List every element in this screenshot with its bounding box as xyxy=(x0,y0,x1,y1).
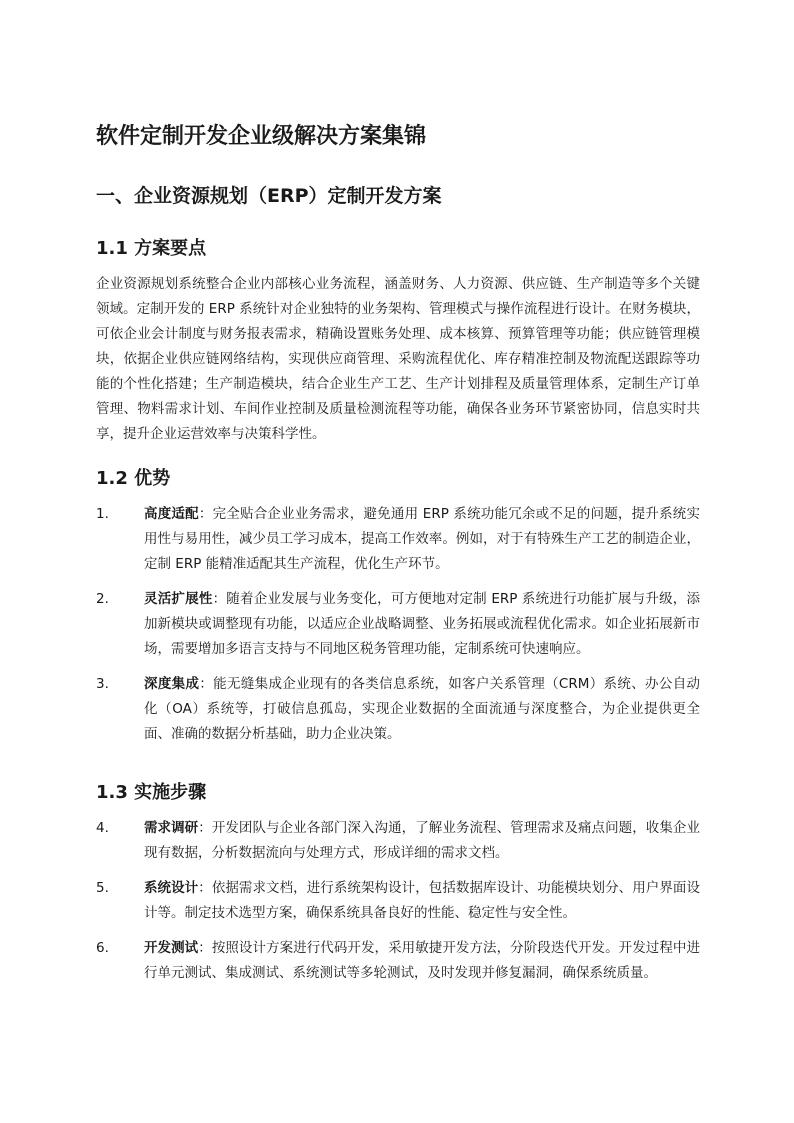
key-points-paragraph: 企业资源规划系统整合企业内部核心业务流程，涵盖财务、人力资源、供应链、生产制造等多个关键领域。定制开发的 ERP 系统针对企业独特的业务架构、管理模式与操作流程进行设计。在财务模块，可依企业会计制度与财务报表需求，精确设置账务处理、成本核算、预算管理等功能；供应链管理模块，依据企业供应链网络结构，实现供应商管理、采购流程优化、库存精准控制及物流配送跟踪等功能的个性化搭建；生产制造模块，结合企业生产工艺、生产计划排程及质量管理体系，定制生产订单管理、物料需求计划、车间作业控制及质量检测流程等功能，确保各业务环节紧密协同，信息实时共享，提升企业运营效率与决策科学性。 xyxy=(96,276,700,442)
list-item xyxy=(96,672,700,747)
list-item xyxy=(96,587,700,662)
list-item-separator: ： xyxy=(198,880,212,896)
list-item-text: 按照设计方案进行代码开发，采用敏捷开发方法，分阶段迭代开发。开发过程中进行单元测试、集成测试、系统测试等多轮测试，及时发现并修复漏洞，确保系统质量。 xyxy=(144,940,700,981)
list-item-text: 随着企业发展与业务变化，可方便地对定制 ERP 系统进行功能扩展与升级，添加新模块或调整现有功能，以适应企业战略调整、业务拓展或流程优化需求。如企业拓展新市场，需要增加多语言支持与不同地区税务管理功能，定制系统可快速响应。 xyxy=(144,591,701,657)
list-item-number: 2. xyxy=(96,591,109,607)
list-item-number: 3. xyxy=(96,676,109,692)
list-item-separator: ： xyxy=(198,820,212,836)
implementation-steps-list xyxy=(96,816,700,996)
list-item-key: 灵活扩展性 xyxy=(144,591,213,607)
list-item-number: 1. xyxy=(96,506,109,522)
list-item-separator: ： xyxy=(199,676,214,692)
document-title: 软件定制开发企业级解决方案集锦 xyxy=(96,124,427,149)
list-item-text: 能无缝集成企业现有的各类信息系统，如客户关系管理（CRM）系统、办公自动化（OA）系统等，打破信息孤岛，实现企业数据的全面流通与深度整合，为企业提供更全面、准确的数据分析基础，助力企业决策。 xyxy=(144,676,701,742)
list-item-text: 完全贴合企业业务需求，避免通用 ERP 系统功能冗余或不足的问题，提升系统实用性与易用性，减少员工学习成本，提高工作效率。例如，对于有特殊生产工艺的制造企业，定制 ERP 能精准适配其生产流程，优化生产环节。 xyxy=(144,506,700,572)
list-item-number: 5. xyxy=(96,880,109,896)
list-item-key: 高度适配 xyxy=(144,506,199,522)
list-item xyxy=(96,876,700,926)
subsection-heading-advantages: 1.2 优势 xyxy=(96,468,171,489)
list-item-text: 开发团队与企业各部门深入沟通，了解业务流程、管理需求及痛点问题，收集企业现有数据，分析数据流向与处理方式，形成详细的需求文档。 xyxy=(144,820,700,861)
list-item xyxy=(96,936,700,986)
advantages-list xyxy=(96,502,700,757)
subsection-heading-key-points: 1.1 方案要点 xyxy=(96,238,207,259)
list-item-separator: ： xyxy=(198,940,212,956)
list-item-separator: ： xyxy=(212,591,227,607)
list-item-key: 开发测试 xyxy=(144,940,199,956)
list-item-key: 需求调研 xyxy=(144,820,199,836)
list-item-text: 依据需求文档，进行系统架构设计，包括数据库设计、功能模块划分、用户界面设计等。制定技术选型方案，确保系统具备良好的性能、稳定性与安全性。 xyxy=(144,880,700,921)
subsection-heading-implementation: 1.3 实施步骤 xyxy=(96,782,207,803)
list-item-key: 深度集成 xyxy=(144,676,200,692)
list-item-number: 6. xyxy=(96,940,109,956)
list-item-number: 4. xyxy=(96,820,109,836)
list-item-separator: ： xyxy=(198,506,213,522)
section-heading-erp: 一、企业资源规划（ERP）定制开发方案 xyxy=(96,185,442,207)
list-item-key: 系统设计 xyxy=(144,880,199,896)
list-item xyxy=(96,502,700,577)
list-item xyxy=(96,816,700,866)
